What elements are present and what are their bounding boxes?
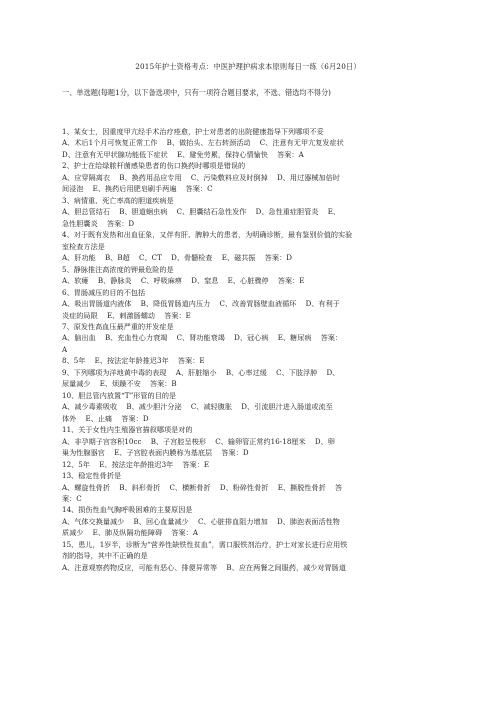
text-line: 10、胆总管内放置“T”形管的目的是: [62, 390, 177, 400]
text-line: 14、损伤性血气胸呼吸困难的主要原因是: [62, 505, 193, 515]
text-line: A、脑出血 B、充血性心力衰竭 C、肾功能衰竭 D、冠心病 E、糖尿病 答案：: [62, 333, 343, 343]
text-line: A、肝功能 B、B超 C、CT D、骨髓检查 E、磁共振 答案：D: [62, 253, 292, 263]
text-line: A、应穿隔离衣 B、换药用品应专用 C、污染敷料应及时倒掉 D、用过器械加倍时: [62, 172, 340, 182]
text-line: A、胆总管结石 B、胆道蛔虫病 C、胆囊结石急性发作 D、急性重症胆管炎 E、: [62, 207, 341, 217]
text-line: 13、稳定性骨折是: [62, 471, 122, 481]
text-line: 7、原发性高血压最严重的并发症是: [62, 321, 174, 331]
text-line: A、注意观察药物反应，可能有恶心、排便异常等 B、应在两餐之间服药，减少对胃肠道: [62, 562, 346, 572]
text-line: 室检查方法是: [62, 241, 105, 251]
text-line: 间浸泡 E、换药后用肥皂刷手两遍 答案：C: [62, 184, 213, 194]
document-body: [62, 126, 436, 573]
text-line: 质减少 E、肺及纵隔功能障碍 答案：A: [62, 528, 198, 538]
text-line: 巢为性腺器官 E、子宫腔表面内膜称为基底层 答案：D: [62, 448, 249, 458]
text-line: 5、静脉推注高浓度的钾最危险的是: [62, 264, 174, 274]
text-line: A、减少毒素吸收 B、减少胆汁分泌 C、减轻腹胀 D、引流胆汁进入肠道或流至: [62, 402, 333, 412]
text-line: 11、关于女性内生殖器官描叙哪项是对的: [62, 425, 193, 435]
document-title: 2015年护士资格考点：中医护理护病求本原则每日一练（6月20日）: [135, 62, 361, 71]
text-line: A、术后1个月可恢复正常工作 B、做抬头、左右转颈活动 C、注意有无甲亢复发症状: [62, 138, 344, 148]
text-line: 12、5年 E、按法定年龄推迟3年 答案：E: [62, 459, 210, 469]
text-line: 9、下列哪项为洋地黄中毒的表现 A、肝脏缩小 B、心率过缓 C、下肢浮肿 D、: [62, 367, 340, 377]
text-line: 3、病情重、死亡率高的胆道疾病是: [62, 195, 174, 205]
text-line: 体外 E、止痛 答案：D: [62, 413, 149, 423]
text-line: 尿量减少 E、烦躁不安 答案：B: [62, 379, 177, 389]
text-line: 8、5年 E、按法定年龄推迟3年 答案：E: [62, 356, 205, 366]
text-line: 4、对于既有发热和出血征象，又伴有肝、脾肿大的患者，为明确诊断，最有鉴别价值的实验: [62, 230, 353, 240]
text-line: A、非孕期子宫容积10cc B、子宫腔呈梭形 C、输卵管正常约16-18厘米 D、卵: [62, 436, 335, 446]
text-line: 6、胃肠减压的目的不包括: [62, 287, 146, 297]
text-line: 2、护士在给绿脓杆菌感染患者的伤口换药时哪项是错误的: [62, 161, 246, 171]
text-line: 15、患儿，1岁半，诊断为“营养性缺铁性贫血”，需口服铁剂治疗，护士对家长进行应用铁: [62, 539, 348, 549]
text-line: 炎症的局限 E、刺激肠蠕动 答案：E: [62, 310, 191, 320]
section-heading: 一、单选题(每题1分，以下备选项中，只有一项符合题目要求，不选、错选均不得分): [62, 88, 331, 97]
text-line: 1、某女士，因重度甲亢经手术治疗痊愈，护士对患者的出院健康指导下列哪项不妥: [62, 127, 324, 136]
text-line: A、气体交换量减少 B、回心血量减少 C、心脏排血阻力增加 D、肺泡表面活性物: [62, 516, 340, 526]
text-line: 急性胆囊炎 答案：D: [62, 218, 135, 228]
text-line: 剂的指导，其中不正确的是: [62, 551, 148, 561]
text-line: D、注意有无甲状腺功能低下症状 E、避免劳累，保持心情愉快 答案：A: [62, 149, 304, 159]
text-line: 案：C: [62, 494, 82, 503]
text-line: A、螺旋性骨折 B、斜形骨折 C、横断骨折 D、粉碎性骨折 E、撕脱性骨折 答: [62, 482, 343, 492]
text-line: A、吸出胃肠道内液体 B、降低胃肠道内压力 C、改善胃肠壁血液循环 D、有利于: [62, 299, 340, 309]
text-line: A: [62, 344, 68, 354]
text-line: A、软瘫 B、静脉炎 C、呼吸麻痹 D、窒息 E、心脏骤停 答案：E: [62, 276, 305, 286]
